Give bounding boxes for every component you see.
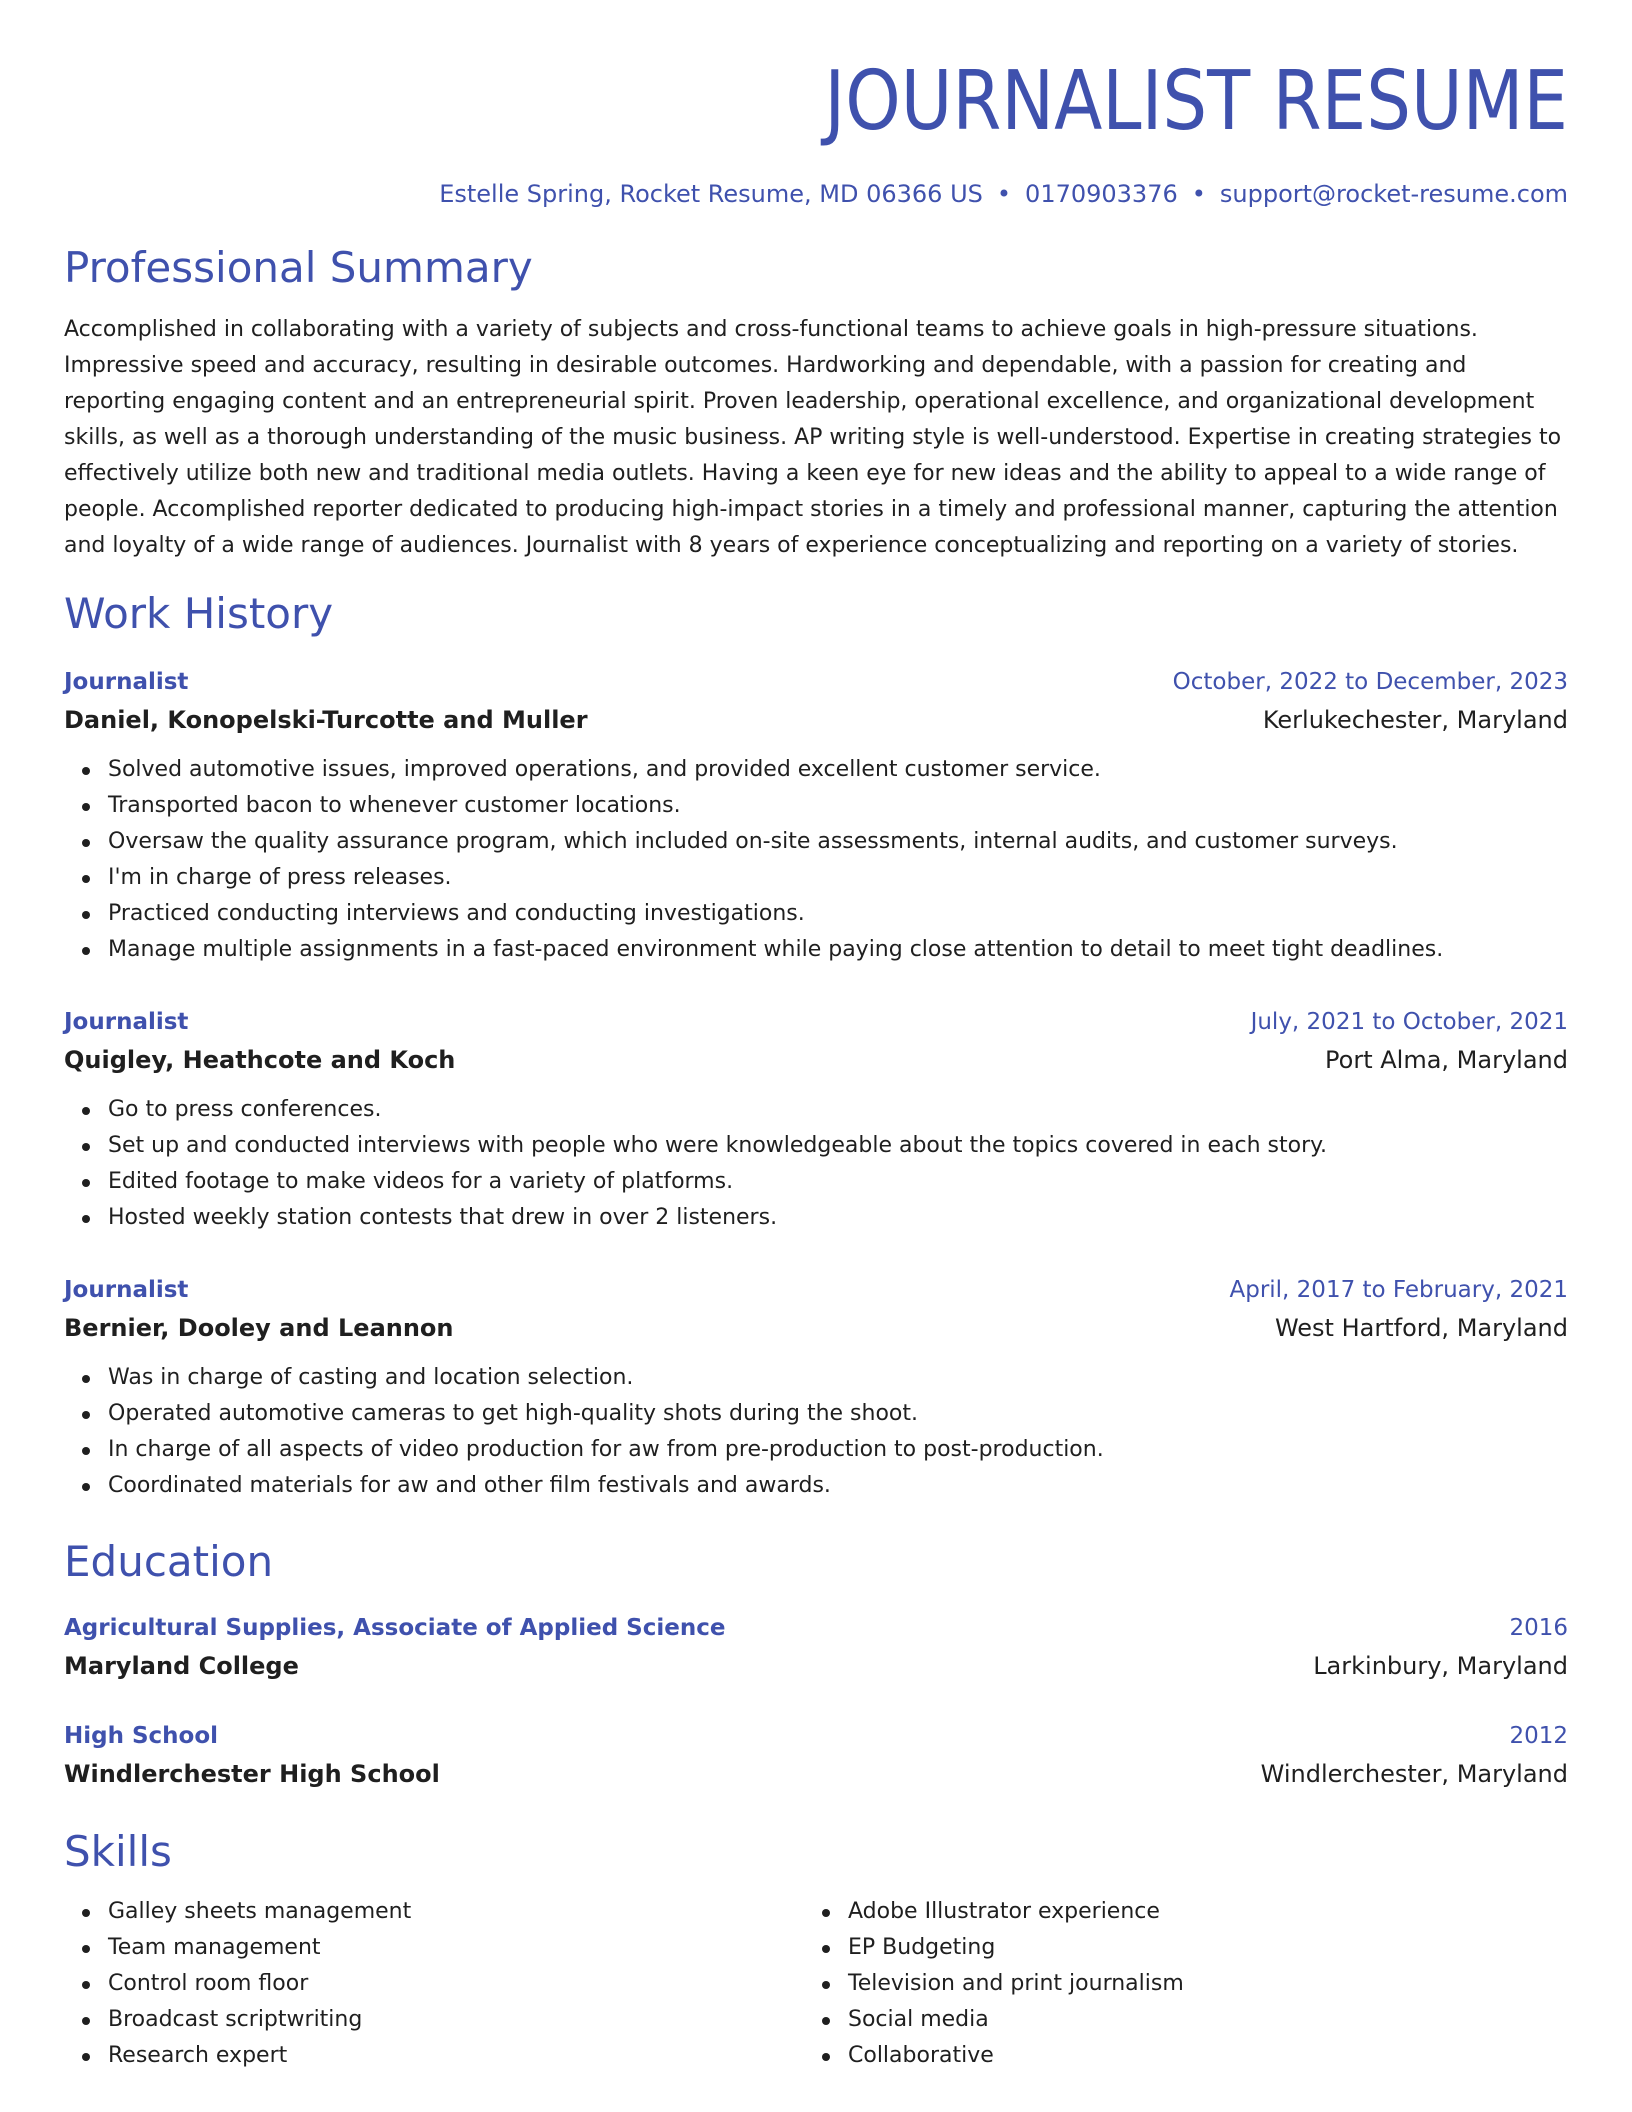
job-dates: July, 2021 to October, 2021 xyxy=(1250,1009,1568,1035)
education-location: Larkinbury, Maryland xyxy=(1313,1652,1568,1680)
education-year: 2016 xyxy=(1509,1615,1568,1641)
job-bullets xyxy=(64,1360,1568,1504)
education-location: Windlerchester, Maryland xyxy=(1260,1760,1568,1788)
job-title: Journalist xyxy=(64,669,189,695)
education-school: Windlerchester High School xyxy=(64,1760,440,1788)
job-company-row xyxy=(64,1308,1568,1348)
education-school-row xyxy=(64,1646,1568,1686)
job-dates: October, 2022 to December, 2023 xyxy=(1172,669,1568,695)
job-location: Kerlukechester, Maryland xyxy=(1262,706,1568,734)
job-dates: April, 2017 to February, 2021 xyxy=(1229,1277,1568,1303)
education-header-row xyxy=(64,1718,1568,1754)
list-item: Manage multiple assignments in a fast-paced environment while paying close attention to detail to meet tight deadlines. xyxy=(108,932,1568,968)
job-bullets xyxy=(64,1092,1568,1236)
list-item: Set up and conducted interviews with people who were knowledgeable about the topics covered in each story. xyxy=(108,1128,1568,1164)
job-company: Bernier, Dooley and Leannon xyxy=(64,1314,454,1342)
resume-title: JOURNALIST RESUME xyxy=(824,54,1568,149)
list-item: Research expert xyxy=(108,2038,804,2074)
list-item: Go to press conferences. xyxy=(108,1092,1568,1128)
list-item: Adobe Illustrator experience xyxy=(848,1894,1544,1930)
skills-list xyxy=(64,1894,804,2074)
contact-line xyxy=(64,178,1568,210)
skills-list xyxy=(804,1894,1544,2074)
list-item: Operated automotive cameras to get high-quality shots during the shoot. xyxy=(108,1396,1568,1432)
job-title: Journalist xyxy=(64,1277,189,1303)
job-bullets xyxy=(64,752,1568,968)
list-item: Solved automotive issues, improved operations, and provided excellent customer service. xyxy=(108,752,1568,788)
list-item: Edited footage to make videos for a variety of platforms. xyxy=(108,1164,1568,1200)
job-entry xyxy=(64,664,1568,968)
list-item: Television and print journalism xyxy=(848,1966,1544,2002)
list-item: In charge of all aspects of video production for aw from pre-production to post-production. xyxy=(108,1432,1568,1468)
education-header-row xyxy=(64,1610,1568,1646)
job-title: Journalist xyxy=(64,1009,189,1035)
summary-heading: Professional Summary xyxy=(64,243,533,292)
list-item: Transported bacon to whenever customer locations. xyxy=(108,788,1568,824)
list-item: Was in charge of casting and location selection. xyxy=(108,1360,1568,1396)
skills-column-left xyxy=(64,1894,804,2074)
list-item: Practiced conducting interviews and conducting investigations. xyxy=(108,896,1568,932)
education-year: 2012 xyxy=(1509,1723,1568,1749)
skills-heading: Skills xyxy=(64,1827,172,1876)
work-history-heading: Work History xyxy=(64,589,334,638)
job-header-row xyxy=(64,664,1568,700)
summary-text: Accomplished in collaborating with a variety of subjects and cross-functional teams to achieve goals in high-pressure situations. Impressive speed and accuracy, resulting in desirable outcomes. Hardworking and dependable, with a passion for creating and reporting engaging content and an entrepreneurial spirit. Proven leadership, operational excellence, and organizational development skills, as well as a thorough understanding of the music business. AP writing style is well-understood. Expertise in creating strategies to effectively utilize both new and traditional media outlets. Having a keen eye for new ideas and the ability to appeal to a wide range of people. Accomplished reporter dedicated to producing high-impact stories in a timely and professional manner, capturing the attention and loyalty of a wide range of audiences. Journalist with 8 years of experience conceptualizing and reporting on a variety of stories. xyxy=(64,317,1562,558)
job-location: Port Alma, Maryland xyxy=(1325,1046,1568,1074)
contact-separator: • xyxy=(996,180,1012,208)
education-entry xyxy=(64,1610,1568,1686)
list-item: EP Budgeting xyxy=(848,1930,1544,1966)
list-item: Galley sheets management xyxy=(108,1894,804,1930)
list-item: Coordinated materials for aw and other film festivals and awards. xyxy=(108,1468,1568,1504)
job-location: West Hartford, Maryland xyxy=(1274,1314,1568,1342)
list-item: Collaborative xyxy=(848,2038,1544,2074)
job-company-row xyxy=(64,700,1568,740)
resume-header xyxy=(64,0,1568,210)
skills-columns xyxy=(64,1894,1568,2074)
education-degree: Agricultural Supplies, Associate of Applied Science xyxy=(64,1615,726,1641)
contact-address: Estelle Spring, Rocket Resume, MD 06366 US xyxy=(439,180,983,208)
education-entry xyxy=(64,1718,1568,1794)
list-item: Social media xyxy=(848,2002,1544,2038)
list-item: Hosted weekly station contests that drew in over 2 listeners. xyxy=(108,1200,1568,1236)
list-item: Control room floor xyxy=(108,1966,804,2002)
list-item: Team management xyxy=(108,1930,804,1966)
list-item: Broadcast scriptwriting xyxy=(108,2002,804,2038)
job-company: Quigley, Heathcote and Koch xyxy=(64,1046,456,1074)
education-heading: Education xyxy=(64,1537,274,1586)
education-school-row xyxy=(64,1754,1568,1794)
list-item: I'm in charge of press releases. xyxy=(108,860,1568,896)
job-company-row xyxy=(64,1040,1568,1080)
education-school: Maryland College xyxy=(64,1652,299,1680)
contact-email[interactable]: support@rocket-resume.com xyxy=(1219,180,1568,208)
list-item: Oversaw the quality assurance program, which included on-site assessments, internal audits, and customer surveys. xyxy=(108,824,1568,860)
contact-separator: • xyxy=(1191,180,1206,208)
job-company: Daniel, Konopelski-Turcotte and Muller xyxy=(64,706,588,734)
education-degree: High School xyxy=(64,1723,219,1749)
skills-column-right xyxy=(804,1894,1544,2074)
job-header-row xyxy=(64,1272,1568,1308)
job-entry xyxy=(64,1272,1568,1504)
contact-phone: 0170903376 xyxy=(1025,180,1178,208)
job-entry xyxy=(64,1004,1568,1236)
job-header-row xyxy=(64,1004,1568,1040)
